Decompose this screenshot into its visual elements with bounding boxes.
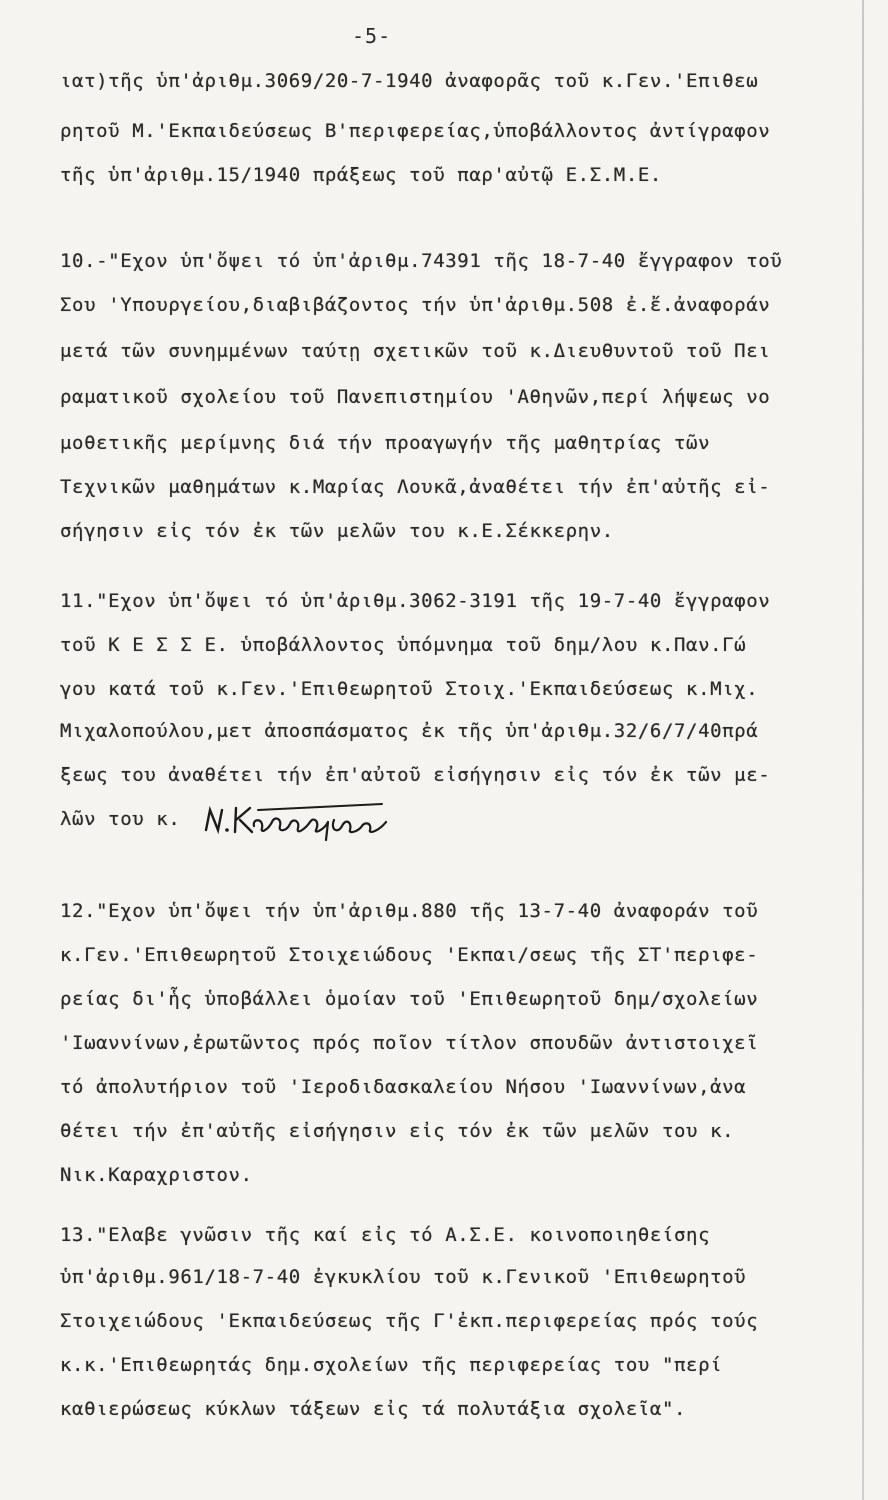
page-number: -5-: [352, 24, 392, 48]
text-line: τό ἀπολυτήριον τοῦ 'Ιεροδιδασκαλείου Νήσου 'Ιωαννίνων,ἀνα: [60, 1076, 747, 1098]
text-line: λῶν του κ.: [60, 808, 181, 830]
text-line: σήγησιν εἰς τόν ἐκ τῶν μελῶν του κ.Ε.Σέκκερην.: [60, 520, 614, 542]
text-line: Νικ.Καραχριστον.: [60, 1164, 253, 1186]
text-line: τῆς ὑπ'ἀριθμ.15/1940 πράξεως τοῦ παρ'αὐτῷ Ε.Σ.Μ.Ε.: [60, 164, 662, 186]
text-line: ρητοῦ Μ.'Εκπαιδεύσεως Β'περιφερείας,ὑποβάλλοντος ἀντίγραφον: [60, 120, 771, 142]
text-line: 13."Ελαβε γνῶσιν τῆς καί εἰς τό Α.Σ.Ε. κοινοποιηθείσης: [60, 1224, 711, 1246]
text-line: 11."Εχον ὑπ'ὄψει τό ὑπ'ἀριθμ.3062-3191 τῆς 19-7-40 ἔγγραφον: [60, 590, 771, 612]
text-line: ραματικοῦ σχολείου τοῦ Πανεπιστημίου 'Αθηνῶν,περί λήψεως νο: [60, 386, 771, 408]
text-line: Σου 'Υπουργείου,διαβιβάζοντος τήν ὑπ'ἀριθμ.508 ἐ.ἔ.ἀναφοράν: [60, 294, 771, 316]
text-line: καθιερώσεως κύκλων τάξεων εἰς τά πολυτάξια σχολεῖα".: [60, 1398, 687, 1420]
text-line: 10.-"Εχον ὑπ'ὄψει τό ὑπ'ἀριθμ.74391 τῆς 18-7-40 ἔγγραφον τοῦ: [60, 250, 783, 272]
text-line: ιατ)τῆς ὑπ'ἀριθμ.3069/20-7-1940 ἀναφορᾶς τοῦ κ.Γεν.'Επιθεω: [60, 70, 759, 92]
text-line: ὑπ'ἀριθμ.961/18-7-40 ἐγκυκλίου τοῦ κ.Γενικοῦ 'Επιθεωρητοῦ: [60, 1266, 747, 1288]
text-line: Στοιχειώδους 'Εκπαιδεύσεως τῆς Γ'ἐκπ.περιφερείας πρός τούς: [60, 1310, 759, 1332]
text-line: κ.κ.'Επιθεωρητάς δημ.σχολείων τῆς περιφερείας του "περί: [60, 1354, 723, 1376]
page-edge-line: [862, 0, 864, 1500]
handwritten-signature: [202, 796, 392, 846]
text-line: Τεχνικῶν μαθημάτων κ.Μαρίας Λουκᾶ,ἀναθέτει τήν ἐπ'αὐτῆς εἰ-: [60, 476, 771, 498]
text-line: γου κατά τοῦ κ.Γεν.'Επιθεωρητοῦ Στοιχ.'Εκπαιδεύσεως κ.Μιχ.: [60, 678, 759, 700]
text-line: θέτει τήν ἐπ'αὐτῆς εἰσήγησιν εἰς τόν ἐκ τῶν μελῶν του κ.: [60, 1120, 735, 1142]
text-line: τοῦ Κ Ε Σ Σ Ε. ὑποβάλλοντος ὑπόμνημα τοῦ δημ/λου κ.Παν.Γώ: [60, 634, 747, 656]
text-line: 12."Εχον ὑπ'ὄψει τήν ὑπ'ἀριθμ.880 τῆς 13-7-40 ἀναφοράν τοῦ: [60, 900, 759, 922]
text-line: μοθετικῆς μερίμνης διά τήν προαγωγήν τῆς μαθητρίας τῶν: [60, 432, 711, 454]
text-line: 'Ιωαννίνων,ἐρωτῶντος πρός ποῖον τίτλον σπουδῶν ἀντιστοιχεῖ: [60, 1032, 759, 1054]
text-line: ξεως του ἀναθέτει τήν ἐπ'αὐτοῦ εἰσήγησιν εἰς τόν ἐκ τῶν με-: [60, 764, 771, 786]
text-line: Μιχαλοπούλου,μετ ἀποσπάσματος ἐκ τῆς ὑπ'ἀριθμ.32/6/7/40πρά: [60, 720, 759, 742]
text-line: μετά τῶν συνημμένων ταύτῃ σχετικῶν τοῦ κ.Διευθυντοῦ τοῦ Πει: [60, 340, 771, 362]
text-line: ρείας δι'ἧς ὑποβάλλει ὁμοίαν τοῦ 'Επιθεωρητοῦ δημ/σχολείων: [60, 988, 759, 1010]
text-line: κ.Γεν.'Επιθεωρητοῦ Στοιχειώδους 'Εκπαι/σεως τῆς ΣΤ'περιφε-: [60, 944, 759, 966]
